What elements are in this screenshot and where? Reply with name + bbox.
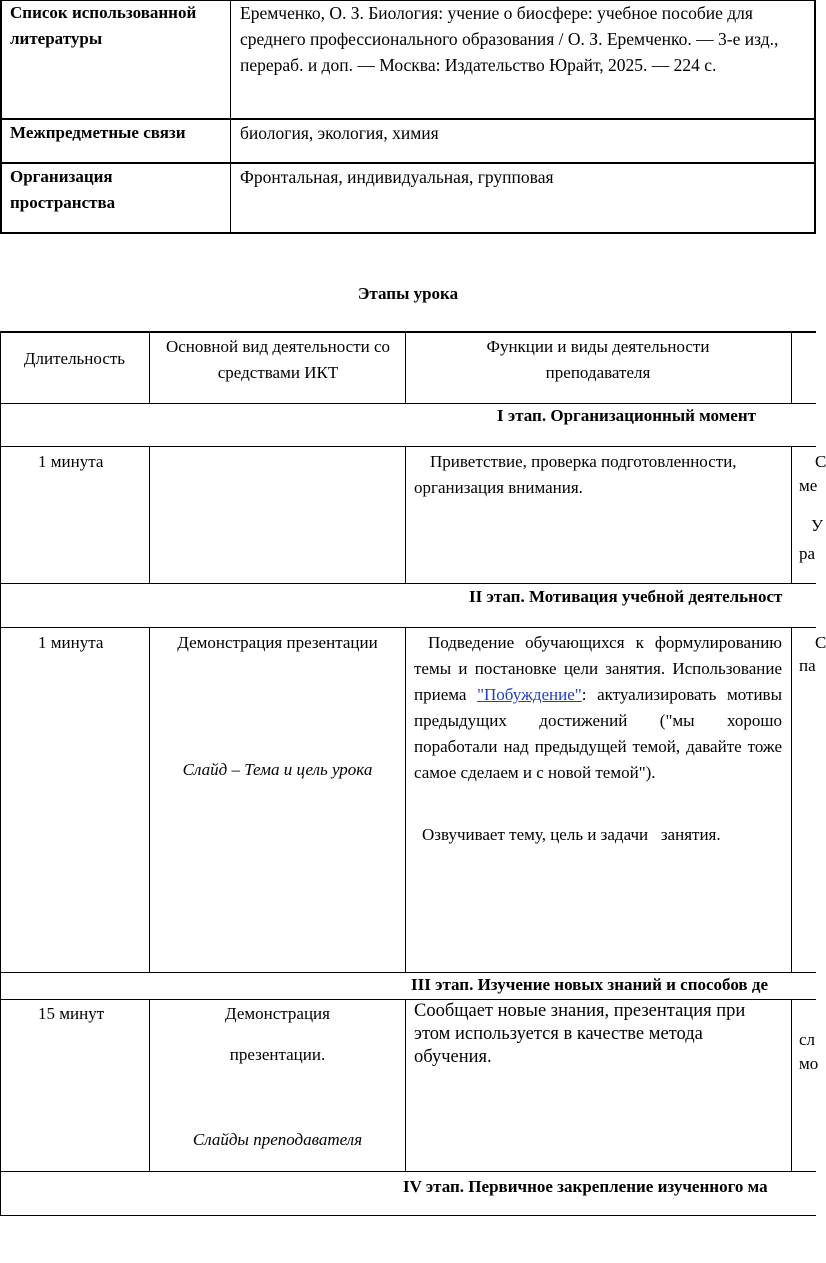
stages-border-stage4-title — [0, 1215, 816, 1216]
stage-2-title: II этап. Мотивация учебной деятельност — [469, 587, 783, 606]
col-divider-1-stage2 — [149, 627, 150, 972]
info-border-mid — [230, 0, 231, 234]
info-border-row2 — [0, 162, 816, 164]
info-border-top — [0, 0, 816, 1]
stage-3-ict-slide: Слайды преподавателя — [192, 1130, 363, 1149]
stage-2-clipped-2: па — [799, 656, 816, 675]
stage-3-duration: 15 минут — [38, 1004, 105, 1023]
info-border-right — [814, 0, 816, 234]
interdisciplinary-value: биология, экология, химия — [240, 123, 439, 143]
literature-value: Еремченко, О. З. Биология: учение о биосфере: учебное пособие для среднего профессионального образования / О. З. Еремченко. — 3-е изд., перераб. и доп. — Москва: Издательство Юрайт, 2025. — 224 с. — [240, 3, 779, 75]
col-divider-1-header — [149, 331, 150, 403]
stage-3-clipped-1: сл — [799, 1030, 816, 1049]
col-divider-2-header — [405, 331, 406, 403]
stages-border-stage3-row — [0, 1171, 816, 1172]
stage-1-clipped-4: ра — [799, 544, 816, 563]
stage-3-ict-main-1: Демонстрация — [225, 1004, 330, 1023]
stage-2-ict-main: Демонстрация презентации — [177, 633, 378, 652]
info-border-bottom — [0, 232, 816, 234]
header-teacher-functions: Функции и виды деятельности преподавателя — [486, 337, 710, 382]
stage-2-clipped-1: С — [815, 633, 826, 652]
literature-info-table — [0, 0, 816, 234]
space-organization-value: Фронтальная, индивидуальная, групповая — [240, 167, 554, 187]
stage-1-teacher-text: Приветствие, проверка подготовленности, организация внимания. — [414, 452, 737, 497]
stage-2-teacher — [414, 630, 782, 786]
col-divider-3-header — [791, 331, 792, 403]
col-divider-3-stage3 — [791, 999, 792, 1171]
stages-border-stage2-title — [0, 627, 816, 628]
stage-4-title: IV этап. Первичное закрепление изученного ма — [403, 1177, 768, 1196]
stage-3-title: III этап. Изучение новых знаний и способов де — [411, 975, 768, 994]
stages-border-stage1-row — [0, 583, 816, 584]
literature-label: Список использованной литературы — [10, 3, 197, 48]
stages-title: Этапы урока — [357, 284, 459, 303]
stages-border-header-bottom — [0, 403, 816, 404]
stages-border-left — [0, 331, 1, 1216]
stage-3-clipped-2: мо — [799, 1054, 819, 1073]
col-divider-3-stage1 — [791, 446, 792, 583]
stage-1-title: I этап. Организационный момент — [497, 406, 756, 425]
stage-1-duration: 1 минута — [38, 452, 104, 471]
stage-3-teacher: Сообщает новые знания, презентация при этом используется в качестве метода обучения. — [414, 1001, 746, 1067]
stage-3-ict-main-2: презентации. — [229, 1045, 326, 1064]
stages-border-stage1-title — [0, 446, 816, 447]
col-divider-2-stage1 — [405, 446, 406, 583]
col-divider-2-stage3 — [405, 999, 406, 1171]
info-border-left — [0, 0, 2, 234]
stages-border-stage2-row — [0, 972, 816, 973]
stages-border-top — [0, 331, 816, 333]
stage-1-clipped-2: ме — [799, 476, 818, 495]
interdisciplinary-label: Межпредметные связи — [10, 123, 186, 142]
stage-1-clipped-3: У — [811, 516, 824, 535]
stage-2-teacher-announce: Озвучивает тему, цель и задачи занятия. — [422, 825, 721, 844]
stage-1-teacher — [414, 449, 782, 501]
info-border-row1 — [0, 118, 816, 120]
stage-2-ict-slide: Слайд – Тема и цель урока — [182, 760, 373, 779]
prompting-technique-link[interactable]: "Побуждение" — [477, 685, 582, 704]
header-ict-activity: Основной вид деятельности со средствами ИКТ — [165, 337, 391, 382]
col-divider-1-stage1 — [149, 446, 150, 583]
stage-1-clipped-1: С — [815, 452, 826, 471]
stage-2-duration: 1 минута — [38, 633, 104, 652]
stage-2-teacher-text-b: : актуализировать мотивы предыдущих достижений ("мы хорошо поработали над предыдущей темой, давайте тоже самое сделаем и с новой темой"). — [414, 685, 782, 782]
header-duration: Длительность — [23, 349, 126, 368]
stage-2-teacher-text-a: Подведение обучающихся к формулированию темы и постановке цели занятия. Использование приема — [414, 633, 782, 704]
col-divider-2-stage2 — [405, 627, 406, 972]
col-divider-3-stage2 — [791, 627, 792, 972]
space-organization-label: Организация пространства — [10, 167, 116, 212]
